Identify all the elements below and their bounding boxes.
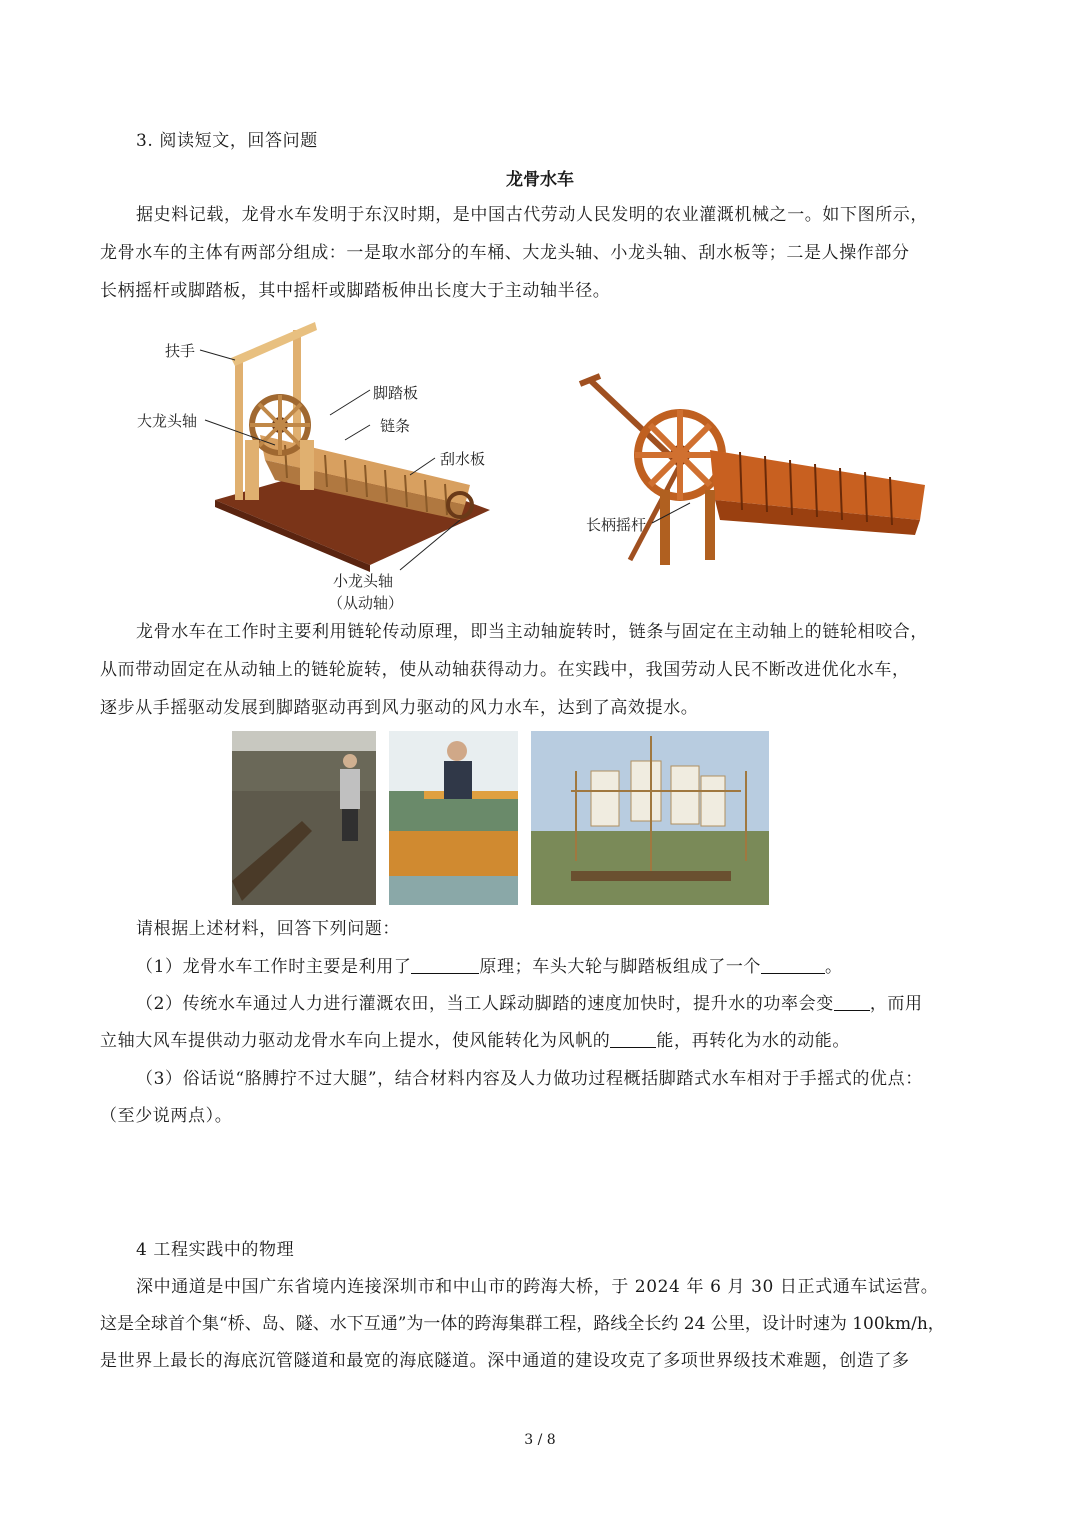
- label-scraper: 刮水板: [440, 450, 486, 468]
- crank-leader-line: [640, 495, 700, 535]
- hand-crank-waterwheel-illustration: [570, 370, 930, 570]
- subquestion-1: [136, 954, 843, 980]
- subquestion-2-part-d: 能，再转化为水的动能。: [656, 1031, 851, 1051]
- subquestion-3-line-2: （至少说两点）。: [100, 1106, 233, 1126]
- paragraph-2-line-1: 龙骨水车在工作时主要利用链轮传动原理，即当主动轴旋转时，链条与固定在主动轴上的链轮相咬合，: [136, 622, 928, 642]
- answer-blank-3[interactable]: [834, 992, 870, 1011]
- label-pedal: 脚踏板: [373, 384, 419, 402]
- q4-paragraph-line-3: 是世界上最长的海底沉管隧道和最宽的海底隧道。深中通道的建设攻克了多项世界级技术难题，创造了多: [100, 1351, 910, 1371]
- label-driven-axle: （从动轴）: [328, 594, 404, 612]
- label-crank: 长柄摇杆: [586, 516, 647, 534]
- paragraph-1-line-2: 龙骨水车的主体有两部分组成：一是取水部分的车桶、大龙头轴、小龙头轴、刮水板等；二是人操作部分: [100, 243, 910, 263]
- subquestion-1-part-a: （1）龙骨水车工作时主要是利用了: [136, 957, 412, 977]
- label-small-axle: 小龙头轴: [333, 572, 394, 590]
- answer-blank-2[interactable]: [761, 955, 825, 974]
- subquestion-2-line-2: [100, 1028, 850, 1054]
- q4-paragraph-line-2: 这是全球首个集“桥、岛、隧、水下互通”为一体的跨海集群工程，路线全长约 24 公里，设计时速为 100km/h，: [100, 1314, 945, 1334]
- question-3-heading: 3. 阅读短文，回答问题: [136, 131, 318, 151]
- photo-windmill-waterwheel: [531, 731, 769, 905]
- subquestion-2-part-c: 立轴大风车提供动力驱动龙骨水车向上提水，使风能转化为风帆的: [100, 1031, 611, 1051]
- subquestion-2-line-1: [136, 991, 923, 1017]
- photo-hand-crank-field: [232, 731, 376, 905]
- subquestion-1-part-c: 。: [825, 957, 843, 977]
- label-handrail: 扶手: [165, 342, 196, 360]
- answer-blank-1[interactable]: [411, 955, 479, 974]
- label-big-axle: 大龙头轴: [137, 412, 198, 430]
- paragraph-1-line-1: 据史料记载，龙骨水车发明于东汉时期，是中国古代劳动人民发明的农业灌溉机械之一。如下图所示，: [136, 205, 928, 225]
- photo-pedal-operation: [389, 731, 518, 905]
- prompt-text: 请根据上述材料，回答下列问题：: [136, 919, 400, 939]
- subquestion-3-line-1: （3）俗话说“胳膊拧不过大腿”，结合材料内容及人力做功过程概括脚踏式水车相对于手摇式的优点：: [136, 1069, 923, 1089]
- paragraph-1-line-3: 长柄摇杆或脚踏板，其中摇杆或脚踏板伸出长度大于主动轴半径。: [100, 281, 611, 301]
- subquestion-1-part-b: 原理；车头大轮与脚踏板组成了一个: [479, 957, 762, 977]
- subquestion-2-part-a: （2）传统水车通过人力进行灌溉农田，当工人踩动脚踏的速度加快时，提升水的功率会变: [136, 994, 834, 1014]
- page-number: 3 / 8: [524, 1432, 556, 1448]
- q4-paragraph-line-1: 深中通道是中国广东省境内连接深圳市和中山市的跨海大桥，于 2024 年 6 月 30 日正式通车试运营。: [136, 1277, 939, 1297]
- question-4-heading: 4 工程实践中的物理: [136, 1240, 295, 1260]
- answer-blank-4[interactable]: [610, 1029, 656, 1048]
- label-chain: 链条: [380, 417, 411, 435]
- article-title: 龙骨水车: [506, 170, 574, 190]
- paragraph-2-line-3: 逐步从手摇驱动发展到脚踏驱动再到风力驱动的风力水车，达到了高效提水。: [100, 698, 699, 718]
- subquestion-2-part-b: ，而用: [869, 994, 923, 1014]
- paragraph-2-line-2: 从而带动固定在从动轴上的链轮旋转，使从动轴获得动力。在实践中，我国劳动人民不断改进优化水车，: [100, 660, 910, 680]
- figure-1-leader-lines: [130, 330, 530, 610]
